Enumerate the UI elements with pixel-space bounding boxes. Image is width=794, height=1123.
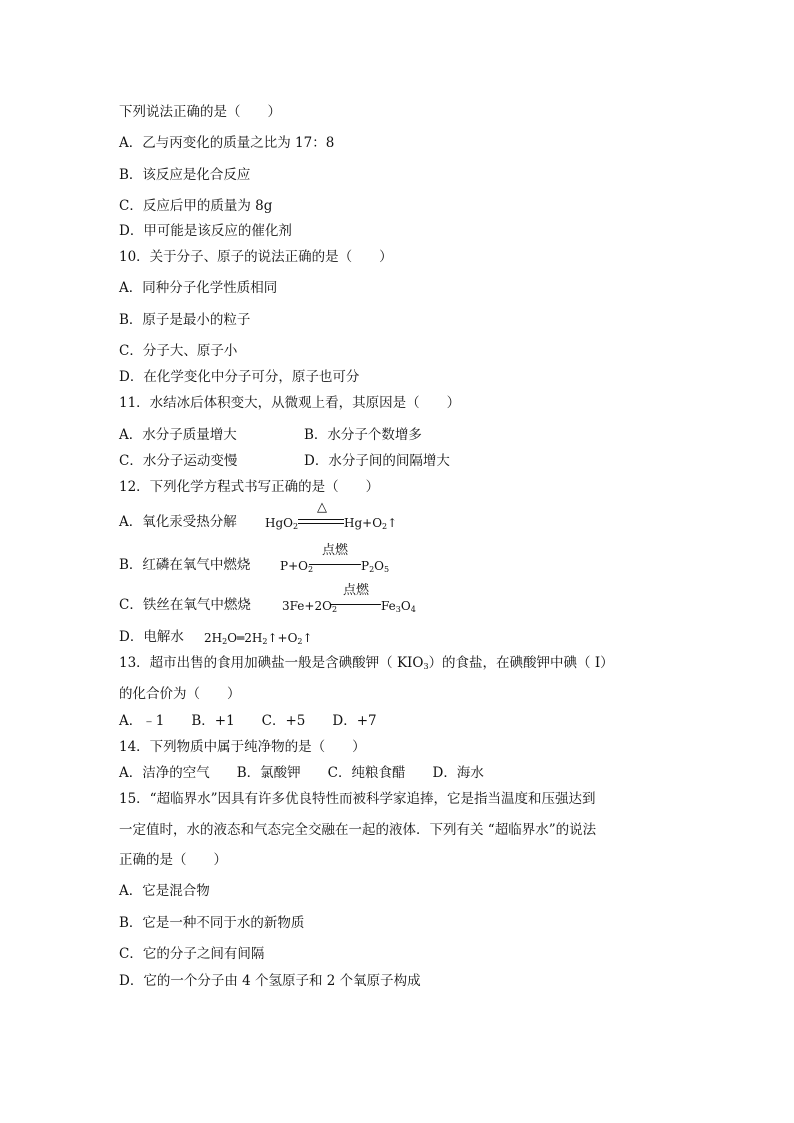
q15-stem-line2: 一定值时，水的液态和气态完全交融在一起的液体．下列有关 “超临界水”的说法 bbox=[119, 822, 597, 838]
q14-stem: 14．下列物质中属于纯净物的是（ ） bbox=[119, 739, 366, 755]
q9-stem: 下列说法正确的是（ ） bbox=[119, 104, 281, 120]
q12-option-b-equation-right: $P_2O_5$ bbox=[361, 559, 390, 574]
q12-option-c-label: C．铁丝在氧气中燃烧 bbox=[119, 597, 251, 613]
q12-option-a-label: A．氧化汞受热分解 bbox=[119, 514, 237, 530]
q12-option-b-label: B．红磷在氧气中燃烧 bbox=[119, 557, 251, 573]
q12-option-d-label: D．电解水 bbox=[119, 629, 184, 645]
q12-option-a-condition: △ bbox=[317, 500, 327, 515]
q12-option-c-equation-right: $Fe_3O_4$ bbox=[381, 599, 416, 614]
q15-option-a: A．它是混合物 bbox=[119, 883, 210, 899]
q10-option-d: D．在化学变化中分子可分，原子也可分 bbox=[119, 369, 360, 385]
q15-stem-line3: 正确的是（ ） bbox=[119, 852, 227, 868]
q15-option-c: C．它的分子之间有间隔 bbox=[119, 946, 265, 962]
q11-stem: 11．水结冰后体积变大，从微观上看，其原因是（ ） bbox=[119, 395, 461, 411]
q15-option-d: D．它的一个分子由 4 个氢原子和 2 个氧原子构成 bbox=[119, 973, 421, 989]
q12-option-d-equation: $2H_2O═2H_2↑+O_2↑$ bbox=[204, 631, 313, 646]
q11-option-a: A．水分子质量增大 bbox=[119, 427, 237, 443]
q12-option-c-condition: 点燃 bbox=[342, 583, 369, 598]
q10-option-a: A．同种分子化学性质相同 bbox=[119, 280, 278, 296]
q15-stem-line1: 15．“超临界水”因具有许多优良特性而被科学家追捧，它是指当温度和压强达到 bbox=[119, 791, 596, 807]
q12-option-c-reaction-line bbox=[331, 604, 381, 605]
q12-option-b-reaction-line bbox=[309, 564, 361, 565]
q15-option-b: B．它是一种不同于水的新物质 bbox=[119, 915, 305, 931]
q12-option-c-equation-left: $3Fe+2O_2$ bbox=[282, 599, 338, 614]
q13-options: A．﹣1 B．+1 C．+5 D．+7 bbox=[119, 713, 377, 729]
q11-option-d: D．水分子间的间隔增大 bbox=[304, 453, 450, 469]
q9-option-d: D．甲可能是该反应的催化剂 bbox=[119, 223, 292, 239]
q9-option-a: A．乙与丙变化的质量之比为 17：8 bbox=[119, 135, 335, 151]
q13-stem-line2: 的化合价为（ ） bbox=[119, 686, 241, 702]
q9-option-c: C．反应后甲的质量为 8g bbox=[119, 198, 273, 214]
q14-options: A．洁净的空气 B．氯酸钾 C．纯粮食醋 D．海水 bbox=[119, 765, 484, 781]
q12-option-a-equation-right: $Hg+O_2↑$ bbox=[344, 516, 398, 531]
q11-option-b: B．水分子个数增多 bbox=[304, 427, 422, 443]
q11-option-c: C．水分子运动变慢 bbox=[119, 453, 238, 469]
q10-stem: 10．关于分子、原子的说法正确的是（ ） bbox=[119, 249, 393, 265]
q12-option-a-equation-left: HgO$_2$ bbox=[265, 516, 299, 531]
q12-option-a-equals-sign bbox=[298, 519, 344, 524]
q9-option-b: B．该反应是化合反应 bbox=[119, 167, 251, 183]
q13-stem: 13．超市出售的食用加碘盐一般是含碘酸钾（ $KIO_3$）的食盐，在碘酸钾中碘（ I） bbox=[119, 655, 614, 671]
q12-option-b-condition: 点燃 bbox=[321, 543, 348, 558]
q12-stem: 12．下列化学方程式书写正确的是（ ） bbox=[119, 479, 380, 495]
q10-option-c: C．分子大、原子小 bbox=[119, 343, 238, 359]
q12-option-b-equation-left: $P+O_2$ bbox=[280, 559, 314, 574]
q10-option-b: B．原子是最小的粒子 bbox=[119, 312, 251, 328]
